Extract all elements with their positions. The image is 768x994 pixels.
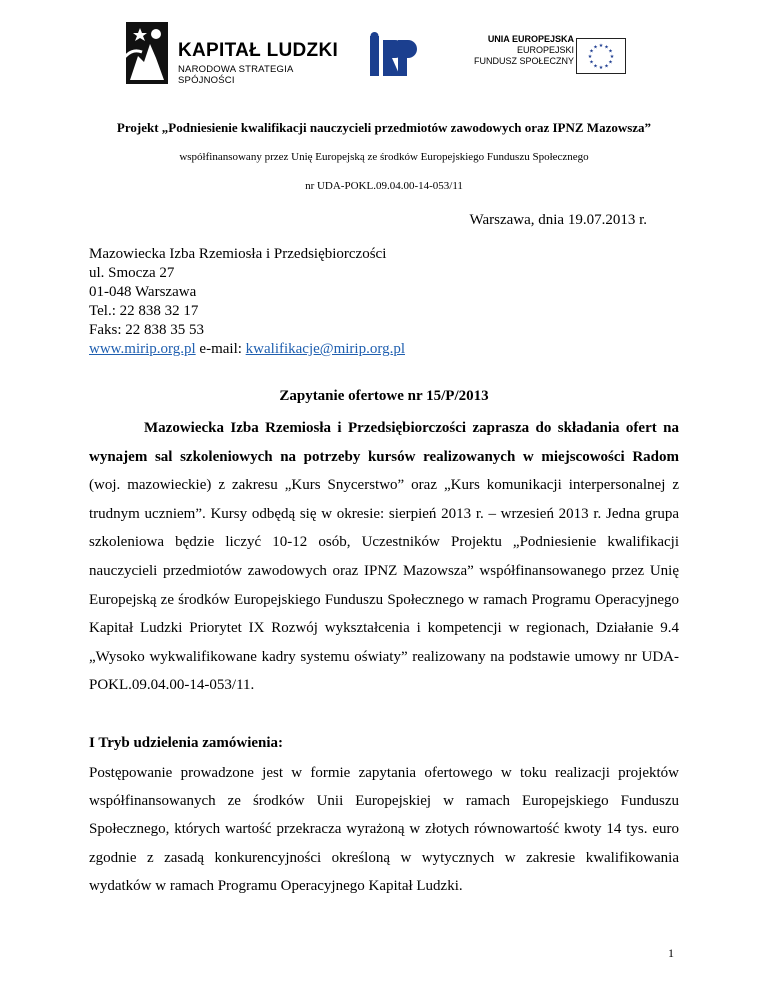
address-street: ul. Smocza 27 — [89, 265, 175, 281]
section-heading: I Tryb udzielenia zamówienia: — [89, 735, 284, 751]
eu-logo-line3: FUNDUSZ SPOŁECZNY — [473, 56, 574, 66]
kapital-ludzki-subtitle: NARODOWA STRATEGIA SPÓJNOŚCI — [178, 64, 293, 86]
inquiry-title: Zapytanie ofertowe nr 15/P/2013 — [279, 388, 489, 404]
intro-paragraph — [89, 414, 679, 700]
address-tel: Tel.: 22 838 32 17 — [89, 303, 199, 319]
address-fax: Faks: 22 838 35 53 — [89, 322, 205, 338]
irp-logo-icon — [368, 30, 420, 82]
document-date: Warszawa, dnia 19.07.2013 r. — [469, 212, 647, 228]
section-paragraph — [89, 759, 679, 900]
eu-logo-text — [474, 34, 574, 67]
eu-star-icon: ★ — [604, 64, 609, 70]
eu-star-icon: ★ — [608, 49, 613, 55]
project-number: nr UDA-POKL.09.04.00-14-053/11 — [305, 180, 463, 192]
project-subtitle: współfinansowany przez Unię Europejską ze środków Europejskiego Funduszu Społecznego — [179, 151, 589, 163]
eu-star-icon: ★ — [589, 49, 594, 55]
eu-logo-line2: EUROPEJSKI — [516, 45, 574, 55]
eu-star-icon: ★ — [609, 55, 615, 60]
eu-star-icon: ★ — [598, 66, 604, 71]
eu-logo — [466, 34, 626, 78]
eu-star-icon: ★ — [598, 44, 604, 49]
address-block — [89, 245, 405, 359]
intro-bold: Mazowiecka Izba Rzemiosła i Przedsiębiorczości zaprasza do składania ofert na wynajem sal szkoleniowych na potrzeby kursów realizowanych w miejscowości Radom — [89, 420, 679, 465]
kapital-ludzki-title: KAPITAŁ LUDZKI — [178, 40, 339, 61]
kapital-ludzki-logo — [120, 18, 340, 88]
project-title: Projekt „Podniesienie kwalifikacji nauczycieli przedmiotów zawodowych oraz IPNZ Mazowsza” — [116, 120, 652, 135]
eu-flag-icon — [576, 38, 626, 74]
email-link[interactable]: kwalifikacje@mirip.org.pl — [245, 341, 405, 357]
address-city: 01-048 Warszawa — [89, 284, 197, 300]
eu-star-icon: ★ — [589, 60, 594, 66]
eu-star-icon: ★ — [593, 45, 598, 51]
page-number: 1 — [668, 946, 674, 960]
intro-rest: (woj. mazowieckie) z zakresu „Kurs Snycerstwo” oraz „Kurs komunikacji interpersonalnej z trudnym uczniem”. Kursy odbędą się w okresie: sierpień 2013 r. – wrzesień 2013 r. Jedna grupa szkoleniowa będzie liczyć 10-12 osób, Uczestników Projektu „Podniesienie kwalifikacji nauczycieli przedmiotów zawodowych oraz IPNZ Mazowsza” współfinansowanego przez Unię Europejską ze środków Europejskiego Funduszu Społecznego w ramach Programu Operacyjnego Kapitał Ludzki Priorytet IX Rozwój wykształcenia i kompetencji w regionach, Działanie 9.4 „Wysoko wykwalifikowane kadry systemu oświaty” realizowany na podstawie umowy nr UDA-POKL.09.04.00-14-053/11. — [89, 477, 679, 694]
eu-star-icon: ★ — [593, 64, 598, 70]
website-link[interactable]: www.mirip.org.pl — [89, 341, 196, 357]
section-text: Postępowanie prowadzone jest w formie zapytania ofertowego w toku realizacji projektów współfinansowanych ze środków Unii Europejskiej w ramach Europejskiego Funduszu Społecznego, których wartość przekracza wyrażoną w złotych równowartość kwoty 14 tys. euro zgodnie z zasadą konkurencyjności określoną w wytycznych w zakresie kwalifikowania wydatków w ramach Programu Operacyjnego Kapitał Ludzki. — [89, 765, 679, 894]
eu-logo-line1: UNIA EUROPEJSKA — [487, 34, 574, 44]
address-contact-line — [89, 340, 405, 359]
email-label: e-mail: — [195, 341, 246, 357]
eu-star-icon: ★ — [604, 45, 609, 51]
kapital-ludzki-emblem-icon — [120, 18, 172, 88]
eu-star-icon: ★ — [587, 55, 593, 60]
address-org: Mazowiecka Izba Rzemiosła i Przedsiębiorczości — [89, 246, 387, 262]
eu-star-icon: ★ — [608, 60, 613, 66]
